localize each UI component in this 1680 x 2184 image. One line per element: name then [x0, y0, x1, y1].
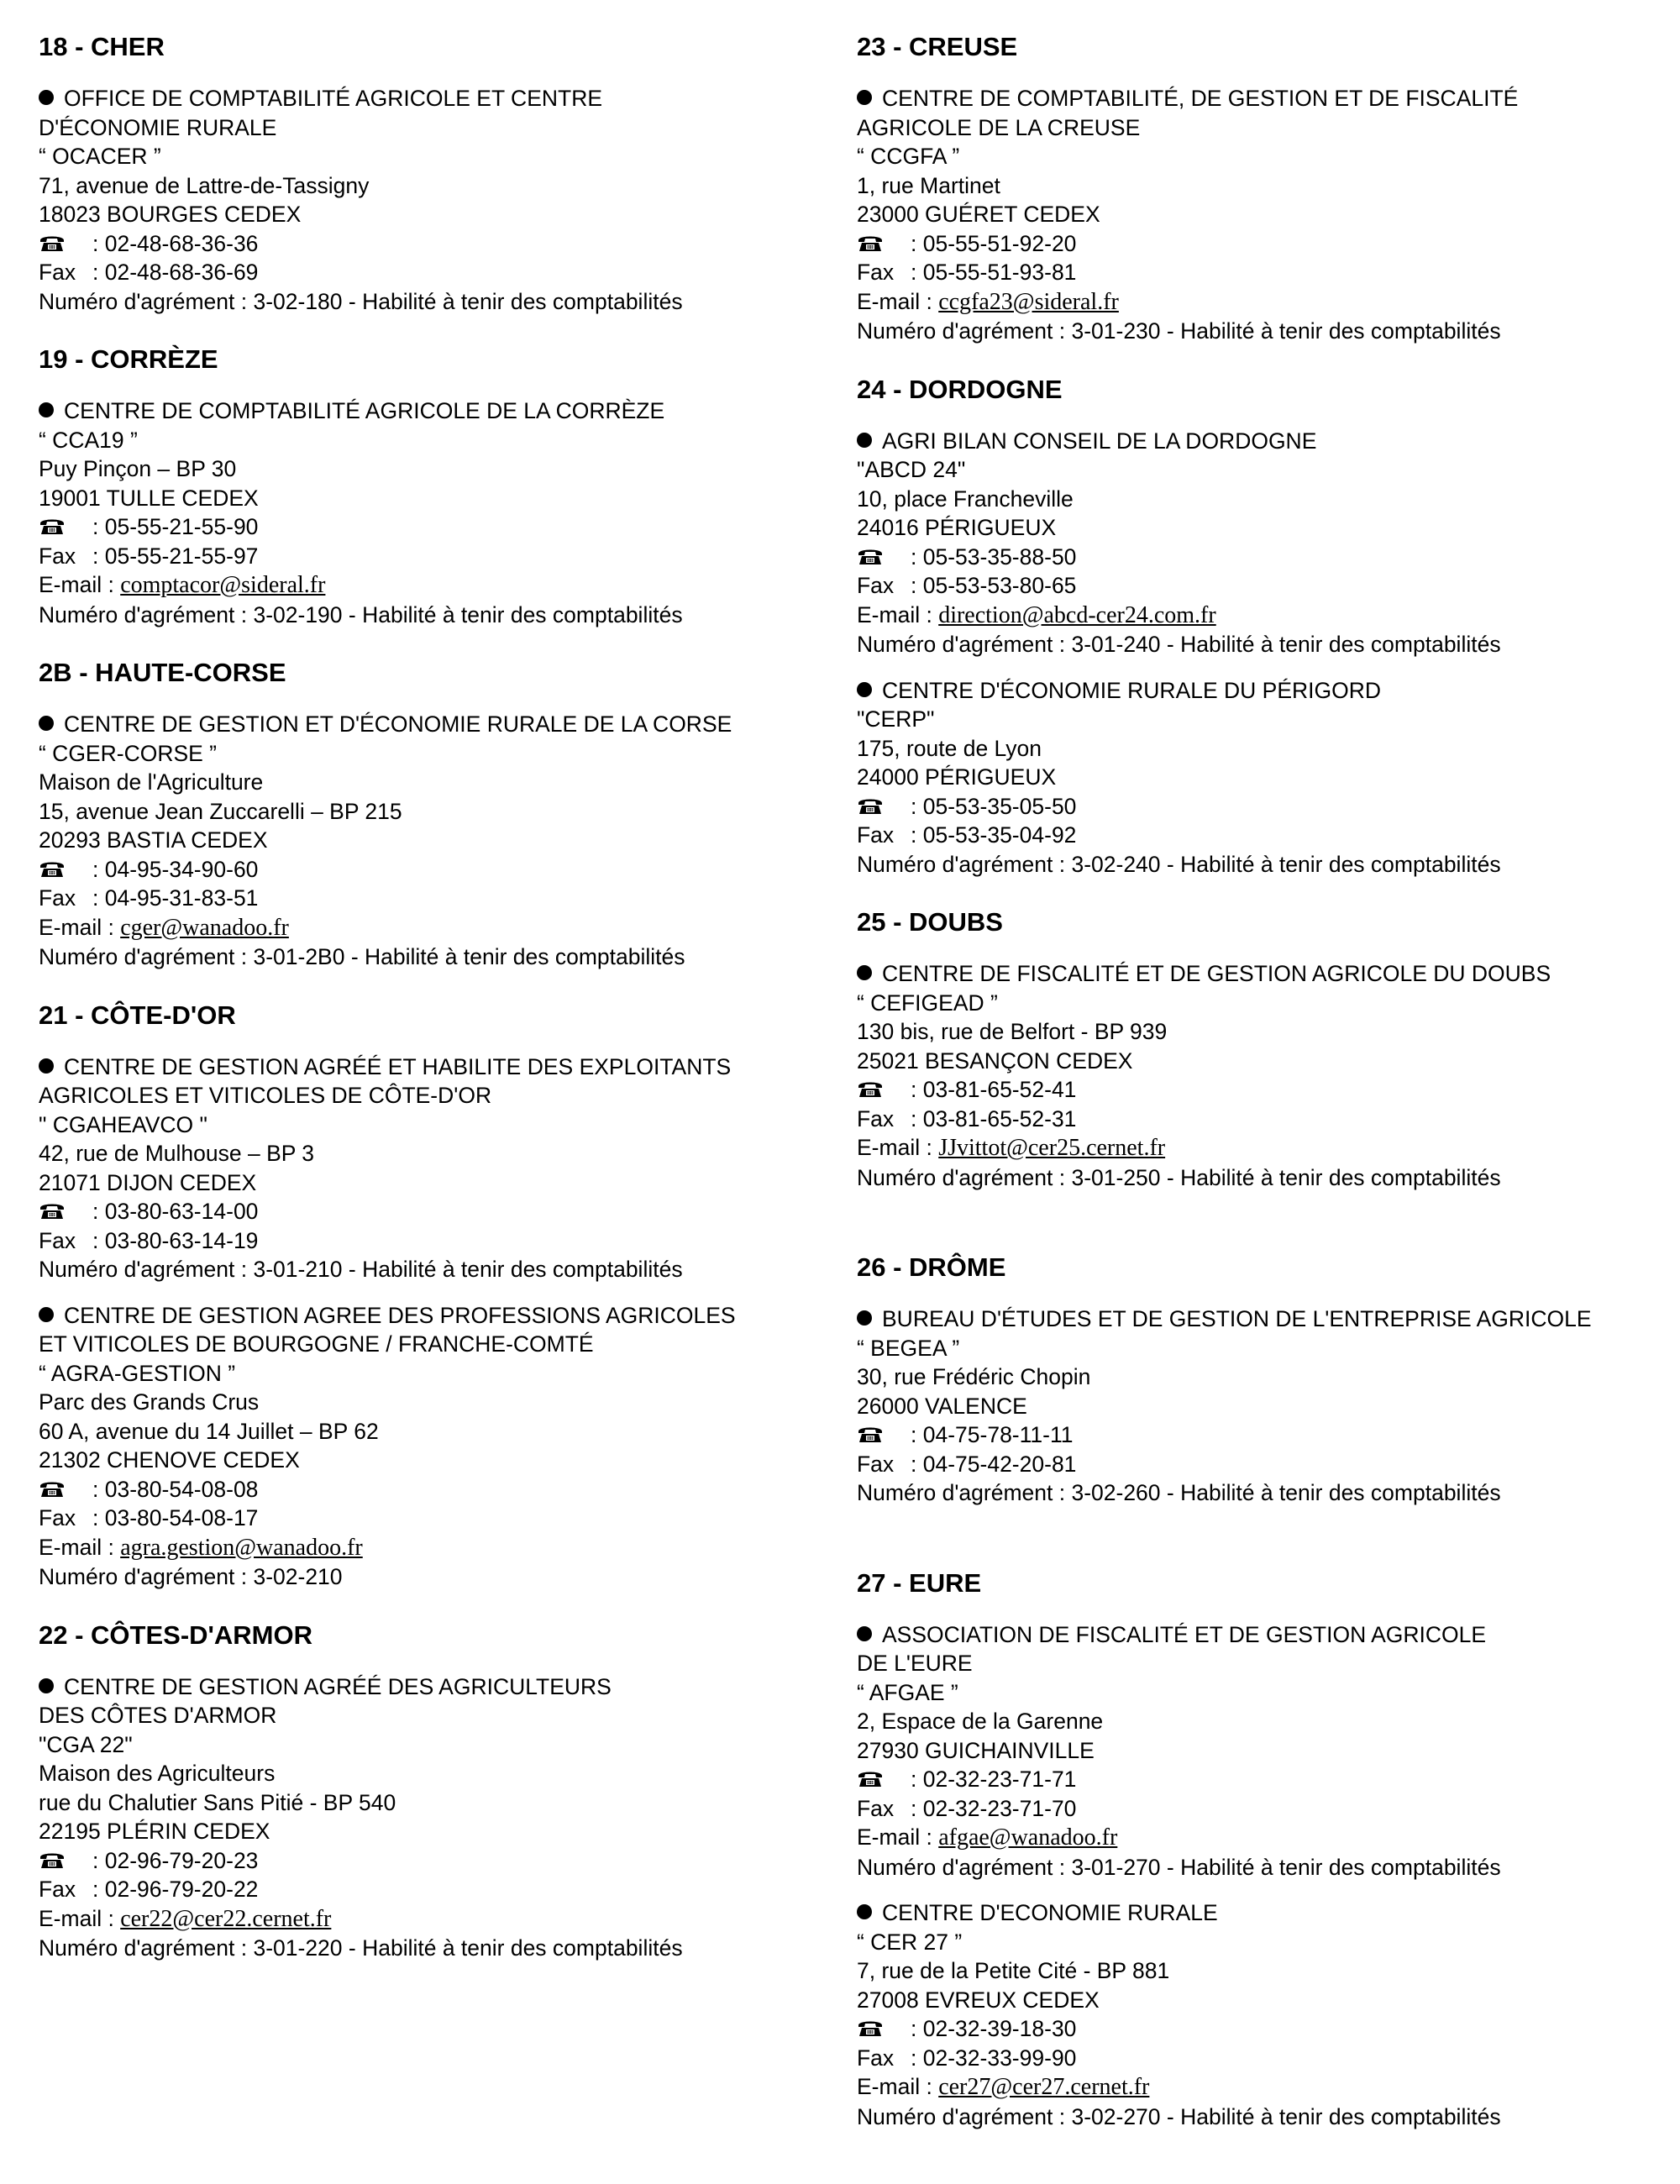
organization-acronym: “ CEFIGEAD ” — [857, 990, 998, 1016]
agrement-number: 3-01-2B0 - Habilité à tenir des comptabilités — [253, 944, 685, 969]
agrement-line — [39, 942, 828, 972]
email-line — [857, 287, 1663, 318]
agrement-label: Numéro d'agrément : — [857, 318, 1072, 344]
telephone-icon — [39, 229, 92, 259]
agrement-number: 3-01-210 - Habilité à tenir des comptabilités — [253, 1257, 683, 1282]
email-line — [857, 1133, 1663, 1163]
department-section — [39, 999, 828, 1592]
address-line: 21071 DIJON CEDEX — [39, 1169, 257, 1195]
phone-line — [857, 229, 1663, 259]
email-label: E-mail : — [39, 1534, 121, 1560]
address-line: 7, rue de la Petite Cité - BP 881 — [857, 1958, 1170, 1983]
address-line: 1, rue Martinet — [857, 172, 1000, 198]
agrement-number: 3-01-250 - Habilité à tenir des comptabilités — [1071, 1164, 1501, 1190]
telephone-icon — [39, 855, 92, 885]
organization-name-text: CENTRE DE GESTION AGRÉÉ DES AGRICULTEURS — [64, 1673, 612, 1699]
agrement-line — [39, 1934, 828, 1963]
department-title: 19 - CORRÈZE — [39, 344, 218, 374]
organization-entry — [39, 84, 828, 316]
address-line: 20293 BASTIA CEDEX — [39, 827, 268, 853]
fax-number: 04-95-31-83-51 — [104, 885, 259, 911]
phone-number: 02-96-79-20-23 — [104, 1847, 259, 1873]
agrement-label: Numéro d'agrément : — [39, 601, 254, 627]
fax-separator: : — [92, 260, 105, 285]
fax-separator: : — [92, 1877, 105, 1902]
phone-separator: : — [92, 856, 105, 882]
telephone-icon — [39, 1197, 92, 1226]
organization-name-text: D'ÉCONOMIE RURALE — [39, 114, 277, 140]
email-label: E-mail : — [857, 288, 939, 314]
phone-separator: : — [92, 1476, 105, 1502]
department-title: 2B - HAUTE-CORSE — [39, 658, 286, 687]
organization-name — [39, 84, 828, 113]
email-label: E-mail : — [39, 1905, 121, 1931]
department-title: 25 - DOUBS — [857, 907, 1003, 937]
fax-label: Fax — [39, 1505, 76, 1530]
organization-acronym: “ AGRA-GESTION ” — [39, 1360, 236, 1386]
agrement-label: Numéro d'agrément : — [39, 1257, 254, 1282]
organization-name-text: CENTRE DE GESTION AGREE DES PROFESSIONS AGRICOLES — [64, 1302, 736, 1328]
phone-number: 05-53-35-88-50 — [922, 543, 1077, 570]
phone-number: 02-48-68-36-36 — [104, 230, 259, 256]
fax-number: 02-48-68-36-69 — [104, 260, 259, 285]
fax-label: Fax — [857, 573, 895, 598]
agrement-label: Numéro d'agrément : — [39, 288, 254, 314]
left-column — [39, 30, 828, 1990]
phone-line — [39, 1475, 828, 1504]
organization-acronym: “ CER 27 ” — [857, 1929, 963, 1955]
department-section — [857, 1251, 1663, 1508]
telephone-icon — [857, 2014, 911, 2044]
phone-separator: : — [92, 1199, 105, 1224]
fax-number: 03-80-63-14-19 — [104, 1227, 259, 1253]
email-line — [857, 2072, 1663, 2103]
organization-acronym: "CERP" — [857, 706, 935, 732]
agrement-number: 3-02-210 — [253, 1564, 343, 1589]
agrement-label: Numéro d'agrément : — [857, 851, 1072, 877]
phone-line — [39, 855, 828, 885]
organization-name-text: CENTRE D'ECONOMIE RURALE — [882, 1900, 1218, 1925]
organization-entry — [39, 1672, 828, 1963]
fax-line — [857, 1450, 1663, 1479]
fax-separator: : — [92, 885, 105, 911]
phone-line — [39, 512, 828, 542]
address-line: 27008 EVREUX CEDEX — [857, 1987, 1100, 2013]
fax-label: Fax — [857, 260, 895, 285]
bullet-icon — [857, 965, 872, 980]
phone-line — [857, 1420, 1663, 1450]
agrement-label: Numéro d'agrément : — [39, 1935, 254, 1961]
organization-name — [857, 1649, 1663, 1678]
fax-line — [39, 1875, 828, 1904]
phone-line — [39, 1197, 828, 1226]
email-link[interactable]: agra.gestion@wanadoo.fr — [120, 1534, 363, 1561]
department-section — [39, 656, 828, 972]
bullet-icon — [39, 90, 54, 105]
organization-name-text: CENTRE DE GESTION ET D'ÉCONOMIE RURALE DE LA CORSE — [64, 711, 732, 737]
phone-line — [39, 229, 828, 259]
address-line: 24016 PÉRIGUEUX — [857, 515, 1057, 540]
agrement-line — [857, 630, 1663, 659]
address-line: 10, place Francheville — [857, 486, 1074, 512]
fax-label: Fax — [39, 1227, 76, 1253]
phone-number: 03-81-65-52-41 — [922, 1077, 1077, 1102]
address-line: 22195 PLÉRIN CEDEX — [39, 1819, 270, 1844]
address-line: 23000 GUÉRET CEDEX — [857, 202, 1100, 227]
fax-number: 02-32-23-71-70 — [922, 1795, 1077, 1821]
phone-line — [857, 792, 1663, 822]
department-section — [857, 30, 1663, 346]
email-label: E-mail : — [39, 914, 121, 940]
phone-number: 02-32-39-18-30 — [922, 2016, 1077, 2041]
agrement-line — [39, 1255, 828, 1284]
fax-label: Fax — [39, 260, 76, 285]
phone-separator: : — [911, 793, 923, 819]
organization-name — [39, 1330, 828, 1359]
email-label: E-mail : — [857, 601, 939, 627]
phone-number: 05-55-51-92-20 — [922, 230, 1077, 256]
fax-separator: : — [911, 1795, 923, 1821]
organization-entry — [39, 396, 828, 629]
address-line: Parc des Grands Crus — [39, 1389, 260, 1415]
phone-number: 05-53-35-05-50 — [922, 793, 1077, 819]
bullet-icon — [39, 402, 54, 417]
department-title: 23 - CREUSE — [857, 32, 1018, 61]
fax-line — [857, 258, 1663, 287]
department-title: 24 - DORDOGNE — [857, 374, 1063, 404]
organization-entry — [857, 959, 1663, 1192]
department-title: 26 - DRÔME — [857, 1252, 1006, 1282]
organization-name — [39, 113, 828, 143]
fax-label: Fax — [857, 2045, 895, 2071]
email-link[interactable]: JJvittot@cer25.cernet.fr — [938, 1135, 1166, 1161]
organization-name — [39, 1301, 828, 1331]
organization-name-text: CENTRE DE COMPTABILITÉ, DE GESTION ET DE FISCALITÉ — [882, 86, 1519, 111]
bullet-icon — [857, 1904, 872, 1919]
phone-separator: : — [92, 230, 105, 256]
fax-number: 02-32-33-99-90 — [922, 2045, 1077, 2071]
organization-name — [857, 959, 1663, 989]
agrement-label: Numéro d'agrément : — [857, 1480, 1072, 1505]
organization-entry — [857, 1620, 1663, 1882]
agrement-label: Numéro d'agrément : — [857, 1854, 1072, 1880]
agrement-line — [39, 287, 828, 317]
agrement-number: 3-01-220 - Habilité à tenir des comptabilités — [253, 1935, 683, 1961]
phone-line — [857, 1075, 1663, 1105]
fax-number: 05-55-21-55-97 — [104, 543, 259, 569]
fax-line — [857, 1105, 1663, 1134]
agrement-label: Numéro d'agrément : — [39, 1564, 254, 1589]
phone-separator: : — [911, 1077, 923, 1102]
email-link[interactable]: cer22@cer22.cernet.fr — [120, 1905, 332, 1932]
organization-name-text: BUREAU D'ÉTUDES ET DE GESTION DE L'ENTREPRISE AGRICOLE — [882, 1306, 1592, 1331]
fax-line — [857, 821, 1663, 850]
phone-separator: : — [92, 1847, 105, 1873]
email-label: E-mail : — [857, 2074, 939, 2099]
fax-line — [39, 1226, 828, 1256]
fax-number: 05-55-51-93-81 — [922, 260, 1077, 285]
email-link[interactable]: cger@wanadoo.fr — [120, 914, 289, 941]
phone-separator: : — [911, 230, 923, 256]
organization-acronym: “ CCA19 ” — [39, 427, 138, 453]
department-title: 21 - CÔTE-D'OR — [39, 1000, 236, 1030]
fax-separator: : — [911, 822, 923, 848]
organization-acronym: “ CCGFA ” — [857, 144, 960, 169]
fax-separator: : — [92, 1505, 105, 1530]
organization-name-text: ET VITICOLES DE BOURGOGNE / FRANCHE-COMTÉ — [39, 1331, 594, 1357]
organization-name-text: CENTRE DE FISCALITÉ ET DE GESTION AGRICOLE DU DOUBS — [882, 961, 1551, 986]
fax-label: Fax — [857, 822, 895, 848]
department-section — [857, 373, 1663, 879]
organization-name — [39, 710, 828, 739]
organization-name — [39, 1672, 828, 1702]
organization-entry — [39, 710, 828, 972]
bullet-icon — [857, 433, 872, 448]
organization-name — [39, 1081, 828, 1110]
fax-number: 05-53-35-04-92 — [922, 822, 1077, 848]
organization-acronym: “ AFGAE ” — [857, 1679, 958, 1705]
organization-entry — [857, 676, 1663, 879]
address-line: 25021 BESANÇON CEDEX — [857, 1047, 1133, 1074]
email-label: E-mail : — [857, 1824, 939, 1850]
organization-entry — [857, 1898, 1663, 2131]
phone-number: 03-80-54-08-08 — [104, 1476, 259, 1502]
fax-separator: : — [92, 1227, 105, 1253]
email-label: E-mail : — [857, 1135, 939, 1160]
organization-name-text: CENTRE DE GESTION AGRÉÉ ET HABILITE DES EXPLOITANTS — [64, 1053, 732, 1079]
fax-separator: : — [911, 573, 923, 598]
fax-label: Fax — [857, 1451, 895, 1477]
address-line: 26000 VALENCE — [857, 1393, 1027, 1419]
address-line: 15, avenue Jean Zuccarelli – BP 215 — [39, 798, 402, 824]
phone-number: 03-80-63-14-00 — [104, 1199, 259, 1224]
organization-acronym: " CGAHEAVCO " — [39, 1111, 207, 1137]
organization-entry — [857, 427, 1663, 659]
fax-number: 04-75-42-20-81 — [922, 1451, 1077, 1477]
agrement-line — [39, 1562, 828, 1592]
address-line: 2, Espace de la Garenne — [857, 1709, 1104, 1734]
agrement-line — [857, 850, 1663, 879]
organization-name — [39, 1701, 828, 1730]
fax-line — [857, 1794, 1663, 1824]
fax-separator: : — [911, 1451, 923, 1477]
telephone-icon — [857, 1420, 911, 1450]
address-line: 175, route de Lyon — [857, 735, 1042, 761]
phone-line — [857, 543, 1663, 572]
agrement-line — [857, 1853, 1663, 1882]
address-line: 130 bis, rue de Belfort - BP 939 — [857, 1019, 1168, 1044]
email-line — [39, 1904, 828, 1935]
address-line: 42, rue de Mulhouse – BP 3 — [39, 1141, 315, 1166]
telephone-icon — [857, 543, 911, 572]
fax-label: Fax — [857, 1795, 895, 1821]
address-line: Puy Pinçon – BP 30 — [39, 456, 237, 481]
organization-name-text: DES CÔTES D'ARMOR — [39, 1703, 277, 1728]
telephone-icon — [857, 792, 911, 822]
fax-number: 02-96-79-20-22 — [104, 1877, 259, 1902]
agrement-number: 3-02-180 - Habilité à tenir des comptabilités — [253, 288, 683, 314]
bullet-icon — [857, 1626, 872, 1641]
address-line: 30, rue Frédéric Chopin — [857, 1364, 1091, 1389]
organization-name — [857, 113, 1663, 143]
address-line: 71, avenue de Lattre-de-Tassigny — [39, 172, 370, 198]
fax-separator: : — [911, 260, 923, 285]
phone-number: 04-75-78-11-11 — [922, 1422, 1074, 1447]
agrement-number: 3-02-240 - Habilité à tenir des comptabilités — [1071, 851, 1501, 877]
fax-label: Fax — [857, 1105, 895, 1131]
bullet-icon — [39, 1058, 54, 1074]
organization-acronym: “ CGER-CORSE ” — [39, 740, 217, 766]
address-line: 19001 TULLE CEDEX — [39, 485, 259, 511]
agrement-line — [857, 2103, 1663, 2132]
bullet-icon — [857, 682, 872, 697]
phone-number: 04-95-34-90-60 — [104, 856, 259, 882]
email-link[interactable]: afgae@wanadoo.fr — [938, 1824, 1118, 1851]
department-section — [39, 1619, 828, 1963]
fax-line — [857, 2044, 1663, 2073]
organization-acronym: “ OCACER ” — [39, 144, 161, 169]
right-column — [857, 30, 1663, 2158]
phone-number: 05-55-21-55-90 — [104, 514, 259, 539]
organization-name — [39, 396, 828, 426]
agrement-label: Numéro d'agrément : — [857, 1164, 1072, 1190]
address-line: 18023 BOURGES CEDEX — [39, 202, 302, 227]
organization-acronym: “ BEGEA ” — [857, 1335, 960, 1361]
fax-separator: : — [92, 543, 105, 569]
organization-name — [857, 1305, 1663, 1334]
organization-name-text: AGRICOLE DE LA CREUSE — [857, 114, 1141, 140]
fax-line — [39, 1504, 828, 1533]
fax-number: 05-53-53-80-65 — [922, 573, 1077, 598]
telephone-icon — [857, 1765, 911, 1794]
agrement-number: 3-02-270 - Habilité à tenir des comptabilités — [1071, 2103, 1501, 2129]
phone-line — [857, 1765, 1663, 1794]
bullet-icon — [39, 1307, 54, 1322]
phone-separator: : — [92, 514, 105, 539]
telephone-icon — [857, 229, 911, 259]
fax-line — [39, 258, 828, 287]
organization-entry — [39, 1301, 828, 1592]
organization-entry — [857, 84, 1663, 346]
department-title: 18 - CHER — [39, 32, 165, 61]
organization-name-text: CENTRE D'ÉCONOMIE RURALE DU PÉRIGORD — [882, 677, 1382, 703]
fax-line — [39, 884, 828, 913]
email-line — [857, 601, 1663, 631]
email-line — [39, 570, 828, 601]
bullet-icon — [857, 1310, 872, 1326]
organization-acronym: "ABCD 24" — [857, 457, 966, 482]
agrement-number: 3-01-270 - Habilité à tenir des comptabilités — [1071, 1854, 1501, 1880]
organization-name — [39, 1053, 828, 1082]
organization-name — [857, 1898, 1663, 1928]
fax-label: Fax — [39, 1877, 76, 1902]
address-line: 21302 CHENOVE CEDEX — [39, 1447, 300, 1473]
agrement-number: 3-02-260 - Habilité à tenir des comptabilités — [1071, 1480, 1501, 1505]
fax-label: Fax — [39, 543, 76, 569]
phone-line — [857, 2014, 1663, 2044]
email-line — [857, 1823, 1663, 1853]
department-section — [857, 906, 1663, 1192]
email-link[interactable]: comptacor@sideral.fr — [120, 572, 326, 598]
department-section — [39, 343, 828, 629]
agrement-line — [857, 1478, 1663, 1508]
department-section — [857, 1567, 1663, 2132]
fax-label: Fax — [39, 885, 76, 911]
bullet-icon — [39, 1678, 54, 1693]
address-line: Maison de l'Agriculture — [39, 769, 264, 795]
email-link[interactable]: direction@abcd-cer24.com.fr — [938, 601, 1216, 628]
agrement-line — [39, 601, 828, 630]
address-line: 27930 GUICHAINVILLE — [857, 1737, 1095, 1763]
organization-entry — [39, 1053, 828, 1284]
fax-line — [39, 542, 828, 571]
email-line — [39, 913, 828, 943]
phone-separator: : — [911, 1767, 923, 1792]
agrement-line — [857, 317, 1663, 346]
organization-acronym: "CGA 22" — [39, 1731, 133, 1757]
address-line: 24000 PÉRIGUEUX — [857, 764, 1057, 790]
organization-entry — [857, 1305, 1663, 1508]
email-link[interactable]: ccgfa23@sideral.fr — [938, 288, 1119, 315]
agrement-number: 3-02-190 - Habilité à tenir des comptabilités — [253, 601, 683, 627]
address-line: Maison des Agriculteurs — [39, 1761, 276, 1786]
address-line: 60 A, avenue du 14 Juillet – BP 62 — [39, 1418, 379, 1444]
organization-name-text: CENTRE DE COMPTABILITÉ AGRICOLE DE LA CORRÈZE — [64, 398, 665, 423]
phone-separator: : — [911, 543, 923, 570]
organization-name — [857, 427, 1663, 456]
organization-name — [857, 676, 1663, 706]
fax-line — [857, 571, 1663, 601]
phone-separator: : — [911, 2016, 923, 2041]
organization-name-text: ASSOCIATION DE FISCALITÉ ET DE GESTION AGRICOLE — [882, 1621, 1487, 1647]
fax-number: 03-81-65-52-31 — [922, 1105, 1077, 1131]
telephone-icon — [39, 1475, 92, 1504]
agrement-number: 3-01-230 - Habilité à tenir des comptabilités — [1071, 318, 1501, 344]
email-label: E-mail : — [39, 572, 121, 597]
fax-separator: : — [911, 2045, 923, 2071]
telephone-icon — [39, 512, 92, 542]
organization-name — [857, 1620, 1663, 1650]
organization-name — [857, 84, 1663, 113]
agrement-label: Numéro d'agrément : — [857, 2103, 1072, 2129]
telephone-icon — [39, 1846, 92, 1876]
organization-name-text: OFFICE DE COMPTABILITÉ AGRICOLE ET CENTRE — [64, 86, 603, 111]
department-title: 22 - CÔTES-D'ARMOR — [39, 1620, 312, 1650]
agrement-number: 3-01-240 - Habilité à tenir des comptabilités — [1071, 632, 1501, 657]
phone-separator: : — [911, 1422, 923, 1447]
phone-number: 02-32-23-71-71 — [922, 1767, 1077, 1792]
email-line — [39, 1533, 828, 1563]
bullet-icon — [39, 716, 54, 731]
agrement-label: Numéro d'agrément : — [857, 632, 1072, 657]
fax-number: 03-80-54-08-17 — [104, 1505, 259, 1530]
agrement-label: Numéro d'agrément : — [39, 944, 254, 969]
department-section — [39, 30, 828, 316]
phone-line — [39, 1846, 828, 1876]
organization-name-text: DE L'EURE — [857, 1651, 973, 1676]
email-link[interactable]: cer27@cer27.cernet.fr — [938, 2074, 1150, 2100]
telephone-icon — [857, 1075, 911, 1105]
fax-separator: : — [911, 1105, 923, 1131]
organization-name-text: AGRI BILAN CONSEIL DE LA DORDOGNE — [882, 428, 1317, 454]
agrement-line — [857, 1163, 1663, 1193]
organization-name-text: AGRICOLES ET VITICOLES DE CÔTE-D'OR — [39, 1083, 492, 1108]
bullet-icon — [857, 90, 872, 105]
department-title: 27 - EURE — [857, 1567, 982, 1598]
address-line: rue du Chalutier Sans Pitié - BP 540 — [39, 1789, 396, 1815]
